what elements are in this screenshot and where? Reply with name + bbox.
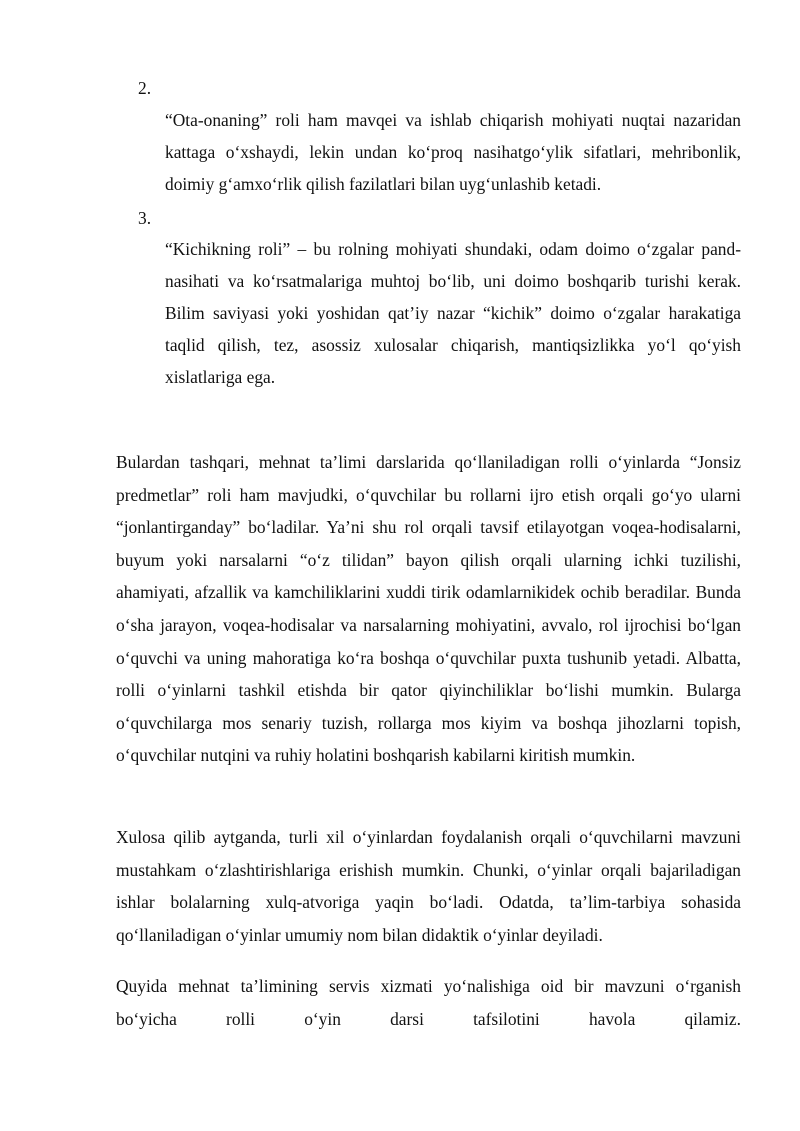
paragraph: Bulardan tashqari, mehnat ta’limi darslarida qo‘llaniladigan rolli o‘yinlarda “Jonsiz predmetlar” roli ham mavjudki, o‘quvchilar bu rollarni ijro etish orqali go‘yo ularni “jonlantirganday” bo‘ladilar. Ya’ni shu rol orqali tavsif etilayotgan voqea-hodisalarni, buyum yoki narsalarni “o‘z tilidan” bayon qilish orqali ularning ichki tuzilishi, ahamiyati, afzallik va kamchiliklarini xuddi tirik odamlarnikidek ochib beradilar. Bunda o‘sha jarayon, voqea-hodisalar va narsalarning mohiyatini, avvalo, rol ijrochisi bo‘lgan o‘quvchi va uning mahoratiga ko‘ra boshqa o‘quvchilar puxta tushunib yetadi. Albatta, rolli o‘yinlarni tashkil etishda bir qator qiyinchiliklar bo‘lishi mumkin. Bularga o‘quvchilarga mos senariy tuzish, rollarga mos kiyim va boshqa jihozlarni topish, o‘quvchilar nutqini va ruhiy holatini boshqarish kabilarni kiritish mumkin. bbox=[116, 452, 741, 766]
list-item-number: 3. bbox=[138, 208, 152, 228]
paragraph: Quyida mehnat ta’limining servis xizmati yo‘nalishiga oid bir mavzuni o‘rganish bo‘yicha rolli o‘yin darsi tafsilotini havola qilamiz. bbox=[116, 976, 741, 1029]
list-item-text: “Kichikning roli” – bu rolning mohiyati shundaki, odam doimo o‘zgalar pand-nasihati va ko‘rsatmalariga muhtoj bo‘lib, uni doimo boshqarib turishi kerak. Bilim saviyasi yoki yoshidan qat’iy nazar “kichik” doimo o‘zgalar harakatiga taqlid qilish, tez, asossiz xulosalar chiqarish, mantiqsizlikka yo‘l qo‘yish xislatlariga ega. bbox=[165, 239, 741, 387]
list-item-number: 2. bbox=[138, 78, 152, 98]
list-item-text: “Ota-onaning” roli ham mavqei va ishlab chiqarish mohiyati nuqtai nazaridan kattaga o‘xshaydi, lekin undan ko‘proq nasihatgo‘ylik sifatlari, mehribonlik, doimiy g‘amxo‘rlik qilish fazilatlari bilan uyg‘unlashib ketadi. bbox=[165, 110, 741, 194]
paragraph: Xulosa qilib aytganda, turli xil o‘yinlardan foydalanish orqali o‘quvchilarni mavzuni mustahkam o‘zlashtirishlariga erishish mumkin. Chunki, o‘yinlar orqali bajariladigan ishlar bolalarning xulq-atvoriga yaqin bo‘ladi. Odatda, ta’lim-tarbiya sohasida qo‘llaniladigan o‘yinlar umumiy nom bilan didaktik o‘yinlar deyiladi. bbox=[116, 827, 741, 945]
